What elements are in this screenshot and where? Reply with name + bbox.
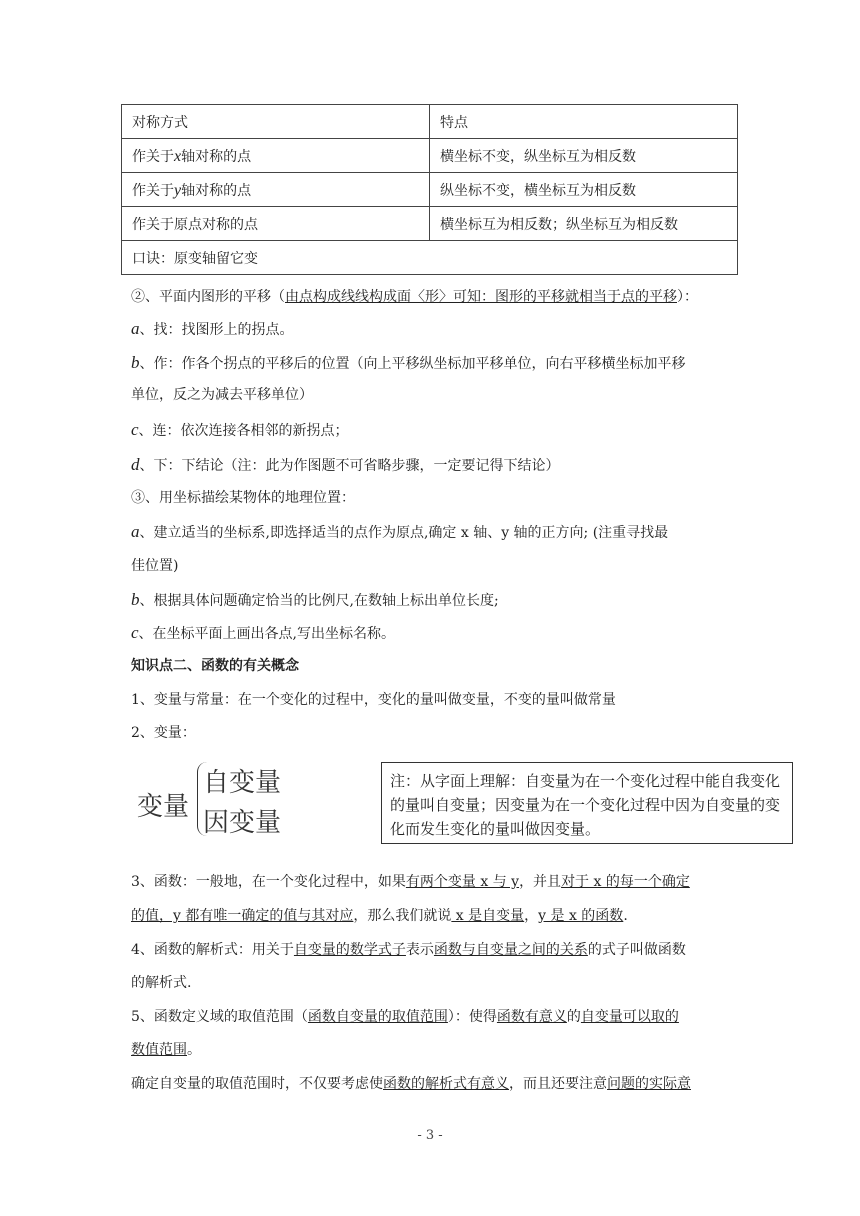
geo-step-a: a、建立适当的坐标系,即选择适当的点作为原点,确定 x 轴、y 轴的正方向; (注重寻找最 [131, 522, 669, 541]
mnemonic-cell: 口诀：原变轴留它变 [122, 241, 738, 275]
translation-step-c: c、连：依次连接各相邻的新拐点； [131, 420, 349, 439]
table-cell: 作关于原点对称的点 [122, 207, 430, 241]
paragraph-variables-constants: 1、变量与常量：在一个变化的过程中，变化的量叫做变量，不变的量叫做常量 [131, 692, 616, 708]
table-row [122, 173, 738, 207]
domain-definition-cont: 数值范围。 [131, 1042, 201, 1058]
function-definition: 3、函数：一般地，在一个变化过程中，如果有两个变量 x 与 y，并且对于 x 的每一个确定 [131, 874, 690, 890]
domain-definition: 5、函数定义域的取值范围（函数自变量的取值范围）：使得函数有意义的自变量可以取的 [131, 1009, 679, 1025]
translation-intro: ②、平面内图形的平移（由点构成线线构成面〈形〉可知：图形的平移就相当于点的平移）： [131, 289, 698, 305]
section-title: 知识点二、函数的有关概念 [131, 658, 299, 674]
variable-diagram [131, 760, 301, 844]
diagram-main-label: 变量 [137, 792, 190, 822]
geo-intro: ③、用坐标描绘某物体的地理位置： [131, 490, 355, 506]
note-box: 注：从字面上理解：自变量为在一个变化过程中能自我变化的量叫自变量；因变量为在一个变化过程中因为自变量的变化而发生变化的量叫做因变量。 [381, 762, 793, 844]
translation-step-b: b、作：作各个拐点的平移后的位置（向上平移纵坐标加平移单位，向右平移横坐标加平移 [131, 353, 686, 372]
table-header-cell: 对称方式 [122, 105, 430, 139]
page-number: - 3 - [417, 1128, 443, 1143]
table-header-cell: 特点 [430, 105, 738, 139]
translation-step-a: a、找：找图形上的拐点。 [131, 319, 294, 338]
symmetry-table [121, 104, 738, 275]
table-cell: 横坐标不变，纵坐标互为相反数 [430, 139, 738, 173]
diagram-bottom-label: 因变量 [203, 808, 282, 838]
translation-step-d: d、下：下结论（注：此为作图题不可省略步骤，一定要记得下结论） [131, 455, 560, 474]
geo-step-b: b、根据具体问题确定恰当的比例尺,在数轴上标出单位长度; [131, 590, 499, 609]
table-footer-row [122, 241, 738, 275]
table-cell: 横坐标互为相反数；纵坐标互为相反数 [430, 207, 738, 241]
table-cell: 作关于x轴对称的点 [122, 139, 430, 173]
table-header-row [122, 105, 738, 139]
table-row [122, 207, 738, 241]
geo-step-c: c、在坐标平面上画出各点,写出坐标名称。 [131, 623, 395, 642]
translation-step-b-cont: 单位，反之为减去平移单位） [131, 387, 313, 403]
table-cell: 纵坐标不变，横坐标互为相反数 [430, 173, 738, 207]
domain-note: 确定自变量的取值范围时，不仅要考虑使函数的解析式有意义，而且还要注意问题的实际意 [131, 1076, 691, 1092]
analytic-expression-cont: 的解析式. [131, 975, 192, 991]
diagram-top-label: 自变量 [203, 768, 282, 798]
function-definition-cont: 的值，y 都有唯一确定的值与其对应，那么我们就说 x 是自变量，y 是 x 的函数. [131, 908, 628, 924]
table-cell: 作关于y轴对称的点 [122, 173, 430, 207]
paragraph-variables: 2、变量： [131, 725, 196, 741]
geo-step-a-cont: 佳位置) [131, 558, 179, 574]
analytic-expression: 4、函数的解析式：用关于自变量的数学式子表示函数与自变量之间的关系的式子叫做函数 [131, 942, 686, 958]
table-row [122, 139, 738, 173]
